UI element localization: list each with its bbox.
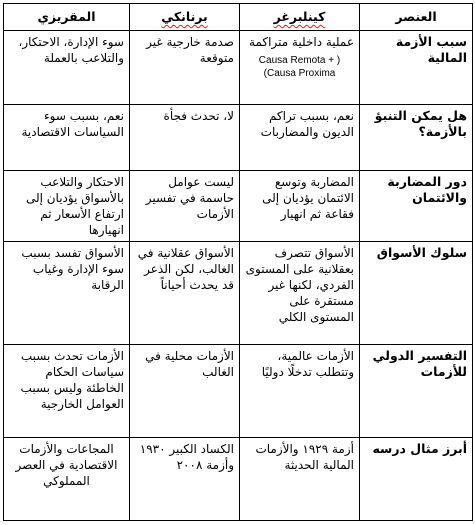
criterion-cell: سلوك الأسواق	[360, 242, 473, 345]
keynes-cell: نعم، بسبب تراكم الديون والمضاربات	[240, 105, 360, 171]
table-row	[4, 105, 473, 171]
maqrizi-cell: نعم، بسبب سوء السياسات الاقتصادية	[4, 105, 130, 171]
table-row	[4, 31, 473, 105]
maqrizi-cell: الاحتكار والتلاعب بالأسواق يؤديان إلى ارتفاع الأسعار ثم انهيارها	[4, 171, 130, 242]
berlanki-cell: صدمة خارجية غير متوقعة	[130, 31, 240, 105]
header-maqrizi: المقريزي	[4, 4, 130, 31]
keynes-cell: المضاربة وتوسع الائتمان يؤديان إلى فقاعة ثم انهيار	[240, 171, 360, 242]
berlanki-cell: الأسواق عقلانية في الغالب، لكن الذعر قد يحدث أحياناً	[130, 242, 240, 345]
maqrizi-cell: الأسواق تفسد بسبب سوء الإدارة وغياب الرقابة	[4, 242, 130, 345]
berlanki-cell: ليست عوامل حاسمة في تفسير الأزمات	[130, 171, 240, 242]
header-keynes	[240, 4, 360, 31]
header-keynes-label: كينلبرغر	[273, 9, 326, 24]
keynes-cell-text: عملية داخلية متراكمة	[249, 35, 354, 49]
maqrizi-cell: سوء الإدارة، الاحتكار، والتلاعب بالعملة	[4, 31, 130, 105]
header-row	[4, 4, 473, 31]
header-criterion: العنصر	[360, 4, 473, 31]
maqrizi-cell: المجاعات والأزمات الاقتصادية في العصر المملوكي	[4, 438, 130, 521]
keynes-cell: الأسواق تتصرف بعقلانية على المستوى الفردي، لكنها غير مستقرة على المستوى الكلي	[240, 242, 360, 345]
keynes-cell	[240, 31, 360, 105]
berlanki-cell: لا، تحدث فجأة	[130, 105, 240, 171]
maqrizi-cell: الأزمات تحدث بسبب سياسات الحكام الخاطئة وليس بسبب العوامل الخارجية	[4, 345, 130, 438]
criterion-cell: التفسير الدولي للأزمات	[360, 345, 473, 438]
criterion-cell: سبب الأزمة المالية	[360, 31, 473, 105]
header-berlanki	[130, 4, 240, 31]
comparison-table	[3, 3, 473, 521]
table-row	[4, 345, 473, 438]
criterion-cell: دور المضاربة والائتمان	[360, 171, 473, 242]
header-berlanki-label: برنانكي	[161, 9, 208, 24]
berlanki-cell: الأزمات محلية في الغالب	[130, 345, 240, 438]
keynes-cell: الأزمات عالمية، وتتطلب تدخلًا دوليًا	[240, 345, 360, 438]
table-row	[4, 171, 473, 242]
latin-term-line-2: (Causa Proxima	[263, 68, 336, 79]
criterion-cell: هل يمكن التنبؤ بالأزمة؟	[360, 105, 473, 171]
keynes-cell: أزمة ١٩٢٩ والأزمات المالية الحديثة	[240, 438, 360, 521]
latin-term-line-1: Causa Remota + )	[258, 55, 341, 66]
berlanki-cell: الكساد الكبير ١٩٣٠ وأزمة ٢٠٠٨	[130, 438, 240, 521]
criterion-cell: أبرز مثال درسه	[360, 438, 473, 521]
table-row	[4, 242, 473, 345]
table-row	[4, 438, 473, 521]
